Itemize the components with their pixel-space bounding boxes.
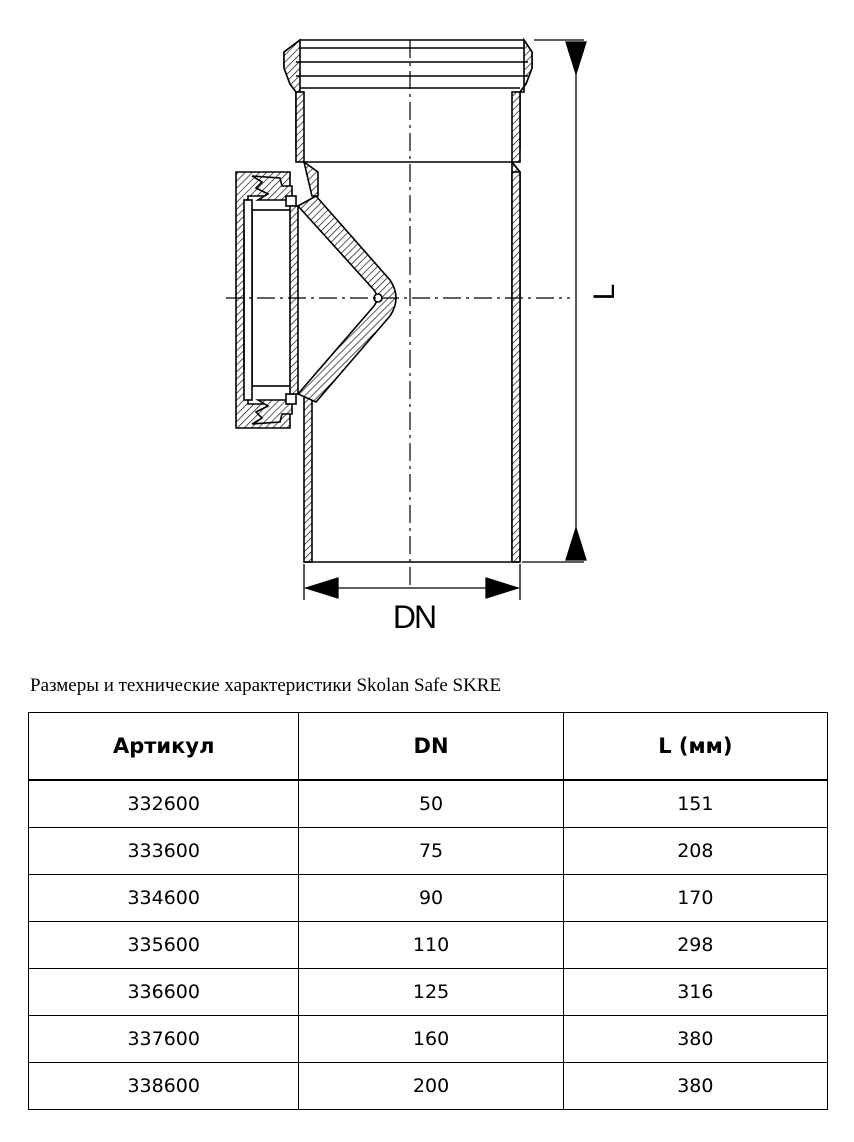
cell-article: 337600 [29, 1016, 299, 1063]
cell-dn: 125 [299, 969, 563, 1016]
cell-dn: 75 [299, 828, 563, 875]
table-row [29, 1063, 828, 1110]
cell-dn: 160 [299, 1016, 563, 1063]
socket [284, 40, 532, 162]
inspection-cap [236, 172, 298, 428]
table-row [29, 1016, 828, 1063]
cell-dn: 110 [299, 922, 563, 969]
table-row [29, 875, 828, 922]
table-row [29, 828, 828, 875]
cell-article: 335600 [29, 922, 299, 969]
cell-article: 333600 [29, 828, 299, 875]
table-header-row [29, 713, 828, 781]
table-row [29, 969, 828, 1016]
cell-article: 336600 [29, 969, 299, 1016]
cell-length: 316 [563, 969, 827, 1016]
cell-length: 170 [563, 875, 827, 922]
dimension-dn [304, 564, 520, 600]
cell-article: 338600 [29, 1063, 299, 1110]
dimension-l [522, 40, 586, 562]
header-dn: DN [299, 713, 563, 781]
header-length: L (мм) [563, 713, 827, 781]
length-label: L [588, 283, 621, 301]
cell-length: 380 [563, 1063, 827, 1110]
cell-length: 298 [563, 922, 827, 969]
table-caption: Размеры и технические характеристики Skolan Safe SKRE [30, 675, 502, 696]
cell-length: 380 [563, 1016, 827, 1063]
cell-article: 334600 [29, 875, 299, 922]
cell-dn: 200 [299, 1063, 563, 1110]
cell-dn: 50 [299, 780, 563, 828]
table-row [29, 780, 828, 828]
cell-article: 332600 [29, 780, 299, 828]
cell-length: 151 [563, 780, 827, 828]
diameter-label: DN [392, 599, 436, 635]
specs-table [28, 712, 828, 1110]
cell-length: 208 [563, 828, 827, 875]
header-article: Артикул [29, 713, 299, 781]
table-row [29, 922, 828, 969]
cell-dn: 90 [299, 875, 563, 922]
deflector [298, 196, 396, 402]
